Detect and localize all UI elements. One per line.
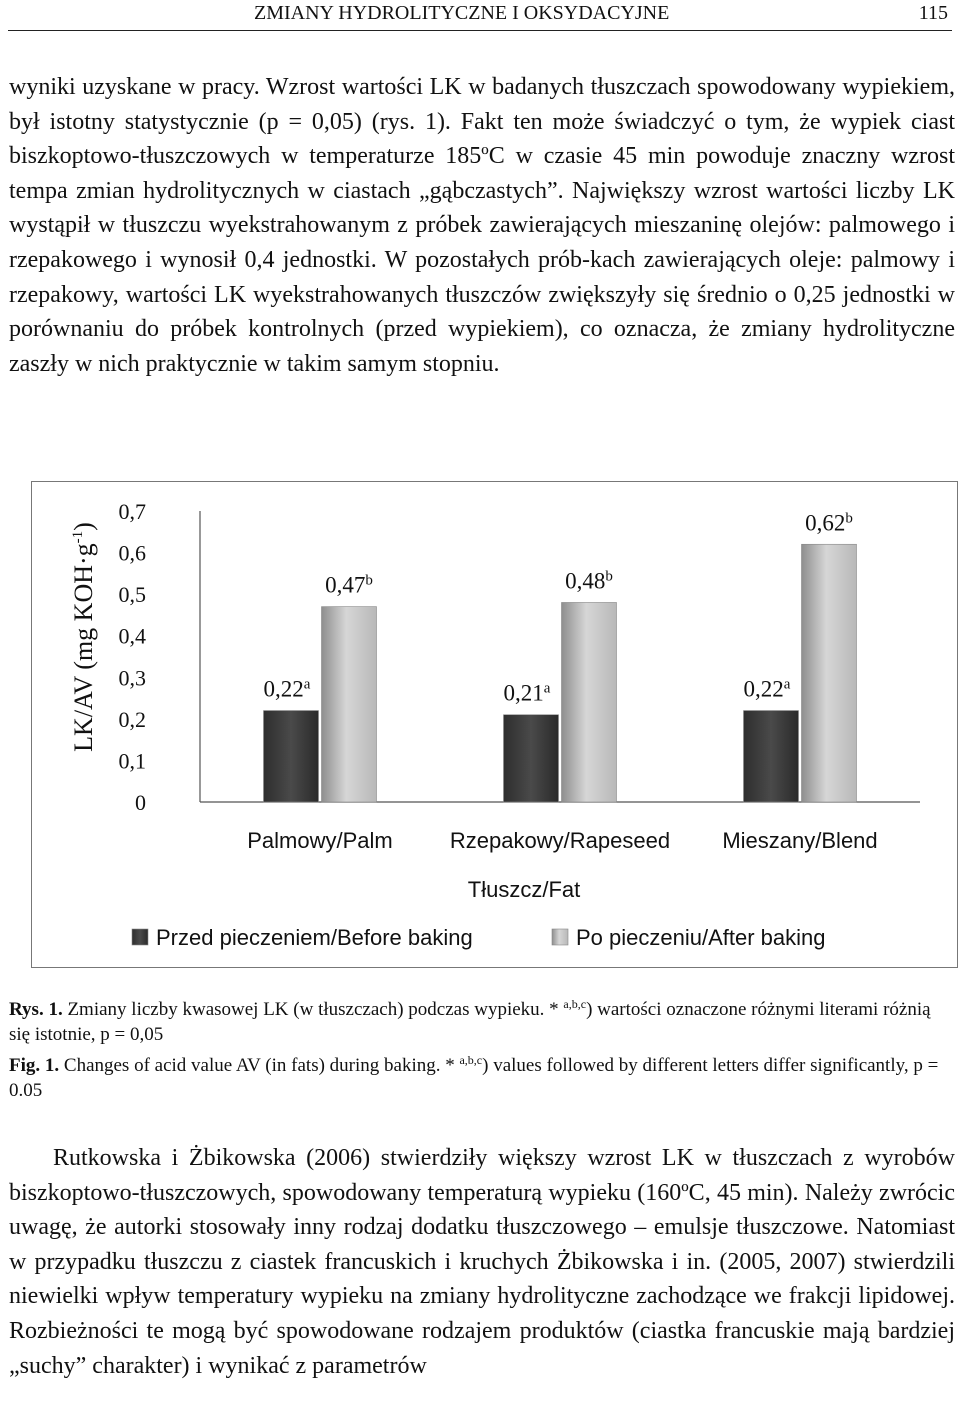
data-label: 0,62$^b$ — [805, 510, 853, 536]
significance-letter: b — [845, 510, 853, 527]
caption-rest: ) values followed by different letters differ significantly, p = 0.05 — [9, 1055, 939, 1101]
caption-superscript: a,b,c — [459, 1053, 483, 1067]
bar — [802, 544, 857, 802]
data-label: 0,22$^a$ — [743, 676, 791, 702]
x-axis-label: Tłuszcz/Fat — [467, 877, 581, 902]
legend — [132, 925, 826, 950]
bar — [322, 607, 377, 802]
y-tick-label: 0,7 — [118, 499, 146, 524]
figure-caption-en — [9, 1053, 955, 1103]
y-tick-label: 0,1 — [118, 748, 146, 774]
y-tick-labels — [119, 499, 147, 815]
significance-letter: b — [365, 572, 373, 589]
paragraph-text: Rutkowska i Żbikowska (2006) stwierdziły większy wzrost LK w tłuszczach z wyrobów biszkoptowo-tłuszczowych, spowodowany temperaturą wypieku (160ºC, 45 min). Należy zwrócic uwagę, że autorki stosowały inny rodzaj dodatku tłuszczowego – emulsje tłuszczowe. Natomiast w przypadku tłuszczu z ciastek francuskich i kruchych Żbikowska i in. (2005, 2007) stwierdzili niewielki wpływ temperatury wypieku na zmiany hydrolityczne zachodzące we frakcji lipidowej. Rozbieżności te mogą być spowodowane rodzajem produktów (ciastka francuskie mają bardziej „suchy” charakter) i wynikać z parametrów — [9, 1145, 955, 1379]
caption-label: Fig. 1. — [9, 1055, 60, 1076]
legend-swatch — [552, 929, 568, 945]
caption-text: Changes of acid value AV (in fats) during baking. * — [59, 1055, 460, 1076]
y-tick-label: 0,4 — [118, 623, 146, 649]
legend-label: Przed pieczeniem/Before baking — [156, 925, 473, 950]
caption-label: Rys. 1. — [9, 999, 63, 1020]
significance-letter: a — [783, 676, 791, 693]
caption-rest: ) wartości oznaczone różnymi literami różnią się istotnie, p = 0,05 — [9, 999, 931, 1045]
y-tick-label: 0 — [135, 790, 146, 815]
y-tick-label: 0,6 — [118, 540, 146, 566]
y-tick-label: 0,5 — [118, 582, 146, 608]
caption-superscript: a,b,c — [563, 997, 587, 1011]
bar — [504, 715, 559, 802]
page-number: 115 — [918, 2, 948, 24]
significance-letter: a — [543, 680, 551, 697]
figure-caption-pl — [9, 997, 955, 1047]
category-labels — [247, 828, 877, 853]
bar — [562, 602, 617, 802]
legend-swatch — [132, 929, 148, 945]
figure-chart — [31, 481, 958, 968]
bar — [744, 711, 799, 802]
y-tick-label: 0,3 — [118, 665, 146, 691]
data-label: 0,47$^b$ — [325, 572, 373, 598]
data-label: 0,48$^b$ — [565, 568, 613, 594]
paragraph-text: wyniki uzyskane w pracy. Wzrost wartości LK w badanych tłuszczach spowodowany wypiekiem, był istotny statystycznie (p = 0,05) (rys. 1). Fakt ten może świadczyć o tym, że wypiek ciast biszkoptowo-tłuszczowych w temperaturze 185ºC w czasie 45 min powoduje znaczny wzrost tempa zmian hydrolitycznych w ciastach „gąbczastych”. Największy wzrost wartości liczby LK wystąpił w tłuszczu wyekstrahowanym z próbek zawierających mieszaninę olejów: palmowego i rzepakowego i wynosił 0,4 jednostki. W pozostałych prób-kach zawierających oleje: palmowy i rzepakowy, wartości LK wyekstrahowanych tłuszczów zwiększyły się średnio o 0,25 jednostki w porównaniu do próbek kontrolnych (przed wypiekiem), co oznacza, że zmiany hydrolityczne zaszły w nich praktycznie w takim samym stopniu. — [9, 74, 955, 377]
y-tick-label: 0,2 — [118, 706, 146, 732]
y-axis-label: LK/AV (mg $KOH\cdot g^{-1}$) — [69, 522, 98, 752]
bar — [264, 711, 319, 802]
significance-letter: b — [605, 568, 613, 585]
significance-letter: a — [303, 676, 311, 693]
category-label: Mieszany/Blend — [722, 828, 878, 853]
legend-label: Po pieczeniu/After baking — [576, 925, 826, 950]
bar-chart — [32, 482, 956, 966]
category-label: Palmowy/Palm — [247, 828, 393, 853]
data-label: 0,21$^a$ — [503, 680, 551, 706]
running-title: ZMIANY HYDROLITYCZNE I OKSYDACYJNE — [254, 2, 670, 24]
data-label: 0,22$^a$ — [263, 676, 311, 702]
body-paragraph-bottom — [9, 1141, 955, 1383]
running-header — [8, 0, 952, 31]
body-paragraph-top — [9, 70, 955, 381]
caption-text: Zmiany liczby kwasowej LK (w tłuszczach) podczas wypieku. * — [62, 999, 564, 1020]
category-label: Rzepakowy/Rapeseed — [449, 828, 671, 853]
